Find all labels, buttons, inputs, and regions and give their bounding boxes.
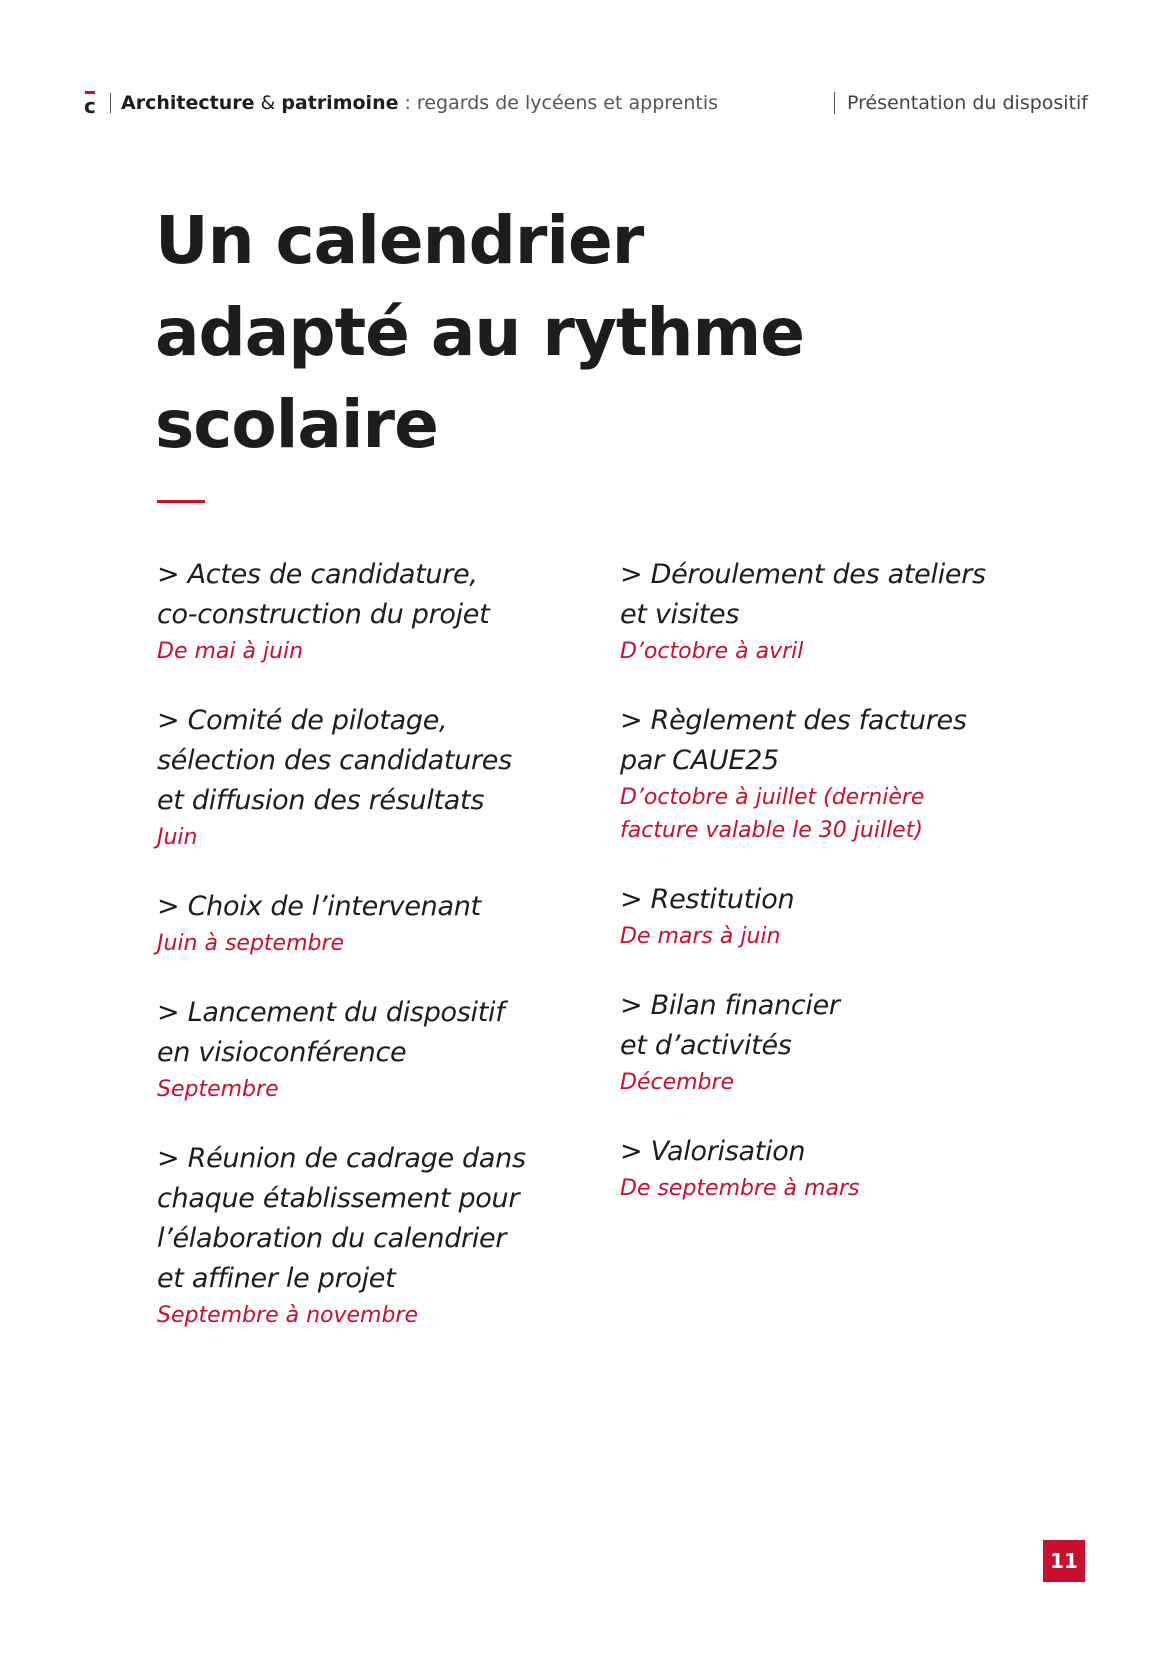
calendar-item <box>620 986 1060 1099</box>
calendar-item-date: De mars à juin <box>620 924 781 949</box>
header-architecture: Architecture <box>121 92 255 114</box>
accent-rule <box>157 500 205 503</box>
calendar-right-column <box>620 555 1060 1238</box>
calendar-item-date: D’octobre à avril <box>620 639 804 664</box>
calendar-item <box>157 701 597 854</box>
calendar-item-title: > Lancement du dispositif en visioconférence <box>157 997 505 1068</box>
calendar-item-date: Septembre <box>157 1077 279 1102</box>
calendar-item <box>620 1132 1060 1205</box>
header-subtitle: : regards de lycéens et apprentis <box>404 92 719 114</box>
calendar-item-date: Septembre à novembre <box>157 1303 419 1328</box>
header-section <box>834 92 1088 114</box>
calendar-item-title: > Valorisation <box>620 1136 806 1167</box>
calendar-item <box>157 887 597 960</box>
calendar-item <box>157 1139 597 1332</box>
calendar-item-date: De mai à juin <box>157 639 304 664</box>
page-header <box>84 88 1088 118</box>
calendar-item-title: > Déroulement des ateliers et visites <box>620 559 986 630</box>
calendar-item-title: > Restitution <box>620 884 795 915</box>
calendar-item <box>157 555 597 668</box>
header-patrimoine: patrimoine <box>281 92 399 114</box>
calendar-item-date: Juin <box>157 825 198 850</box>
calendar-item-date: D’octobre à juillet (dernière facture valable le 30 juillet) <box>620 785 925 843</box>
section-separator <box>834 92 835 114</box>
calendar-item-date: Décembre <box>620 1070 735 1095</box>
calendar-item <box>157 993 597 1106</box>
calendar-item-title: > Bilan financier et d’activités <box>620 990 840 1061</box>
calendar-item-title: > Actes de candidature, co-construction du projet <box>157 559 490 630</box>
calendar-item-title: > Règlement des factures par CAUE25 <box>620 705 967 776</box>
page-title: Un calendrier adapté au rythme scolaire <box>155 202 804 463</box>
calendar-item-title: > Comité de pilotage, sélection des candidatures et diffusion des résultats <box>157 705 512 816</box>
calendar-item-title: > Choix de l’intervenant <box>157 891 481 922</box>
calendar-left-column <box>157 555 597 1365</box>
header-ampersand: & <box>260 92 276 114</box>
page-number: 11 <box>1043 1540 1085 1582</box>
logo-red-bar <box>85 91 95 94</box>
calendar-item-date: Juin à septembre <box>157 931 345 956</box>
caue-logo-icon <box>84 91 102 118</box>
calendar-item <box>620 555 1060 668</box>
section-label: Présentation du dispositif <box>846 92 1088 114</box>
calendar-item <box>620 880 1060 953</box>
calendar-item <box>620 701 1060 847</box>
calendar-item-date: De septembre à mars <box>620 1176 860 1201</box>
calendar-item-title: > Réunion de cadrage dans chaque établissement pour l’élaboration du calendrier et affiner le projet <box>157 1143 526 1294</box>
header-publication-title <box>84 91 719 118</box>
logo-separator <box>110 93 111 113</box>
logo-glyph: c <box>84 94 96 118</box>
